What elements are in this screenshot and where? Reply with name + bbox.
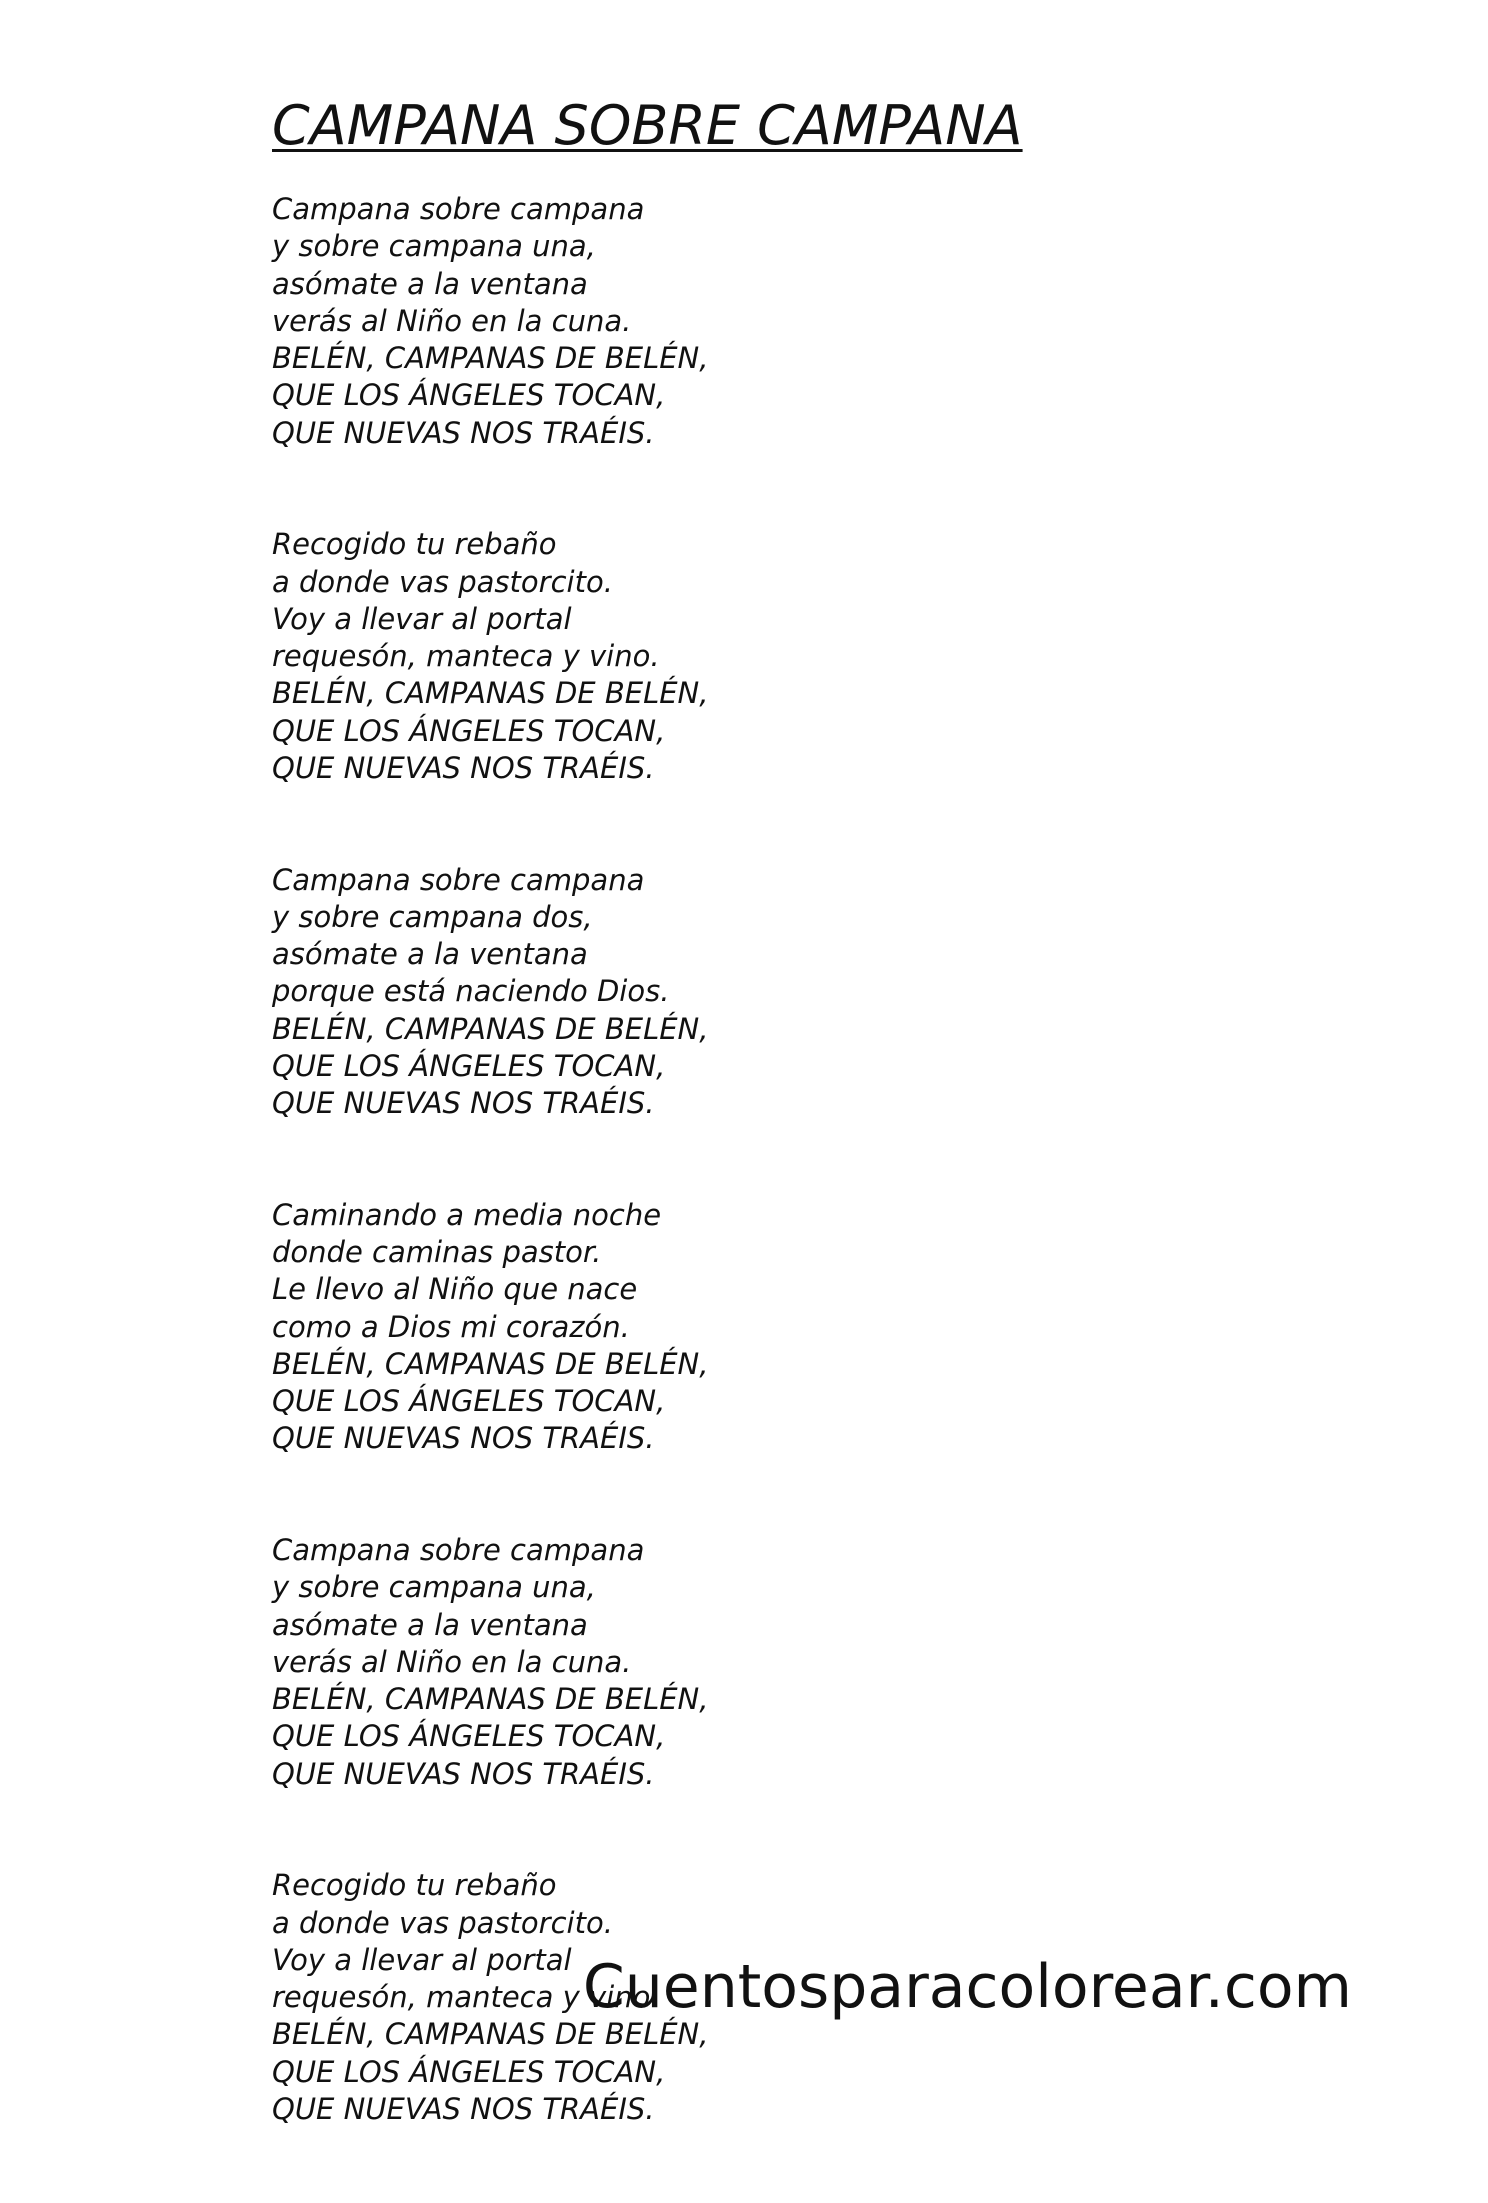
lyric-line: Caminando a media noche <box>272 1197 662 1232</box>
lyric-line: BELÉN, CAMPANAS DE BELÉN, <box>272 1011 709 1046</box>
lyric-line: requesón, manteca y vino. <box>272 639 660 673</box>
lyric-line: BELÉN, CAMPANAS DE BELÉN, <box>272 2017 709 2052</box>
lyric-line: BELÉN, CAMPANAS DE BELÉN, <box>272 1682 709 1716</box>
lyric-line: a donde vas pastorcito. <box>272 564 613 599</box>
stanza-4 <box>272 1197 1172 1458</box>
site-watermark: Cuentosparacolorear.com <box>582 1952 1352 2022</box>
lyric-line: y sobre campana una, <box>272 1570 596 1605</box>
lyric-line: como a Dios mi corazón. <box>272 1309 630 1344</box>
lyric-line: BELÉN, CAMPANAS DE BELÉN, <box>272 676 709 711</box>
lyric-line: verás al Niño en la cuna. <box>272 1644 632 1679</box>
stanza-2 <box>272 526 1172 787</box>
lyric-line: requesón, manteca y vino. <box>272 1980 660 2014</box>
lyric-line: Recogido tu rebaño <box>272 1868 557 1903</box>
lyric-line: QUE LOS ÁNGELES TOCAN, <box>272 378 666 413</box>
lyric-line: QUE NUEVAS NOS TRAÉIS. <box>272 2091 655 2126</box>
lyric-line: QUE LOS ÁNGELES TOCAN, <box>272 713 666 748</box>
lyric-line: y sobre campana dos, <box>272 899 593 934</box>
lyric-line: Campana sobre campana <box>272 1533 645 1567</box>
lyric-line: porque está naciendo Dios. <box>272 974 670 1009</box>
lyric-line: Campana sobre campana <box>272 862 645 897</box>
lyric-line: QUE LOS ÁNGELES TOCAN, <box>272 1719 666 1754</box>
lyric-line: asómate a la ventana <box>272 266 588 301</box>
stanza-3 <box>272 862 1172 1123</box>
lyric-line: QUE NUEVAS NOS TRAÉIS. <box>272 1086 655 1120</box>
lyric-line: QUE NUEVAS NOS TRAÉIS. <box>272 1421 655 1456</box>
lyric-line: QUE NUEVAS NOS TRAÉIS. <box>272 415 655 450</box>
lyric-line: QUE NUEVAS NOS TRAÉIS. <box>272 750 655 785</box>
lyric-line: BELÉN, CAMPANAS DE BELÉN, <box>272 341 709 375</box>
lyric-line: QUE LOS ÁNGELES TOCAN, <box>272 1048 666 1083</box>
lyric-line: Le llevo al Niño que nace <box>272 1272 638 1307</box>
lyric-line: Recogido tu rebaño <box>272 527 557 562</box>
lyric-line: QUE LOS ÁNGELES TOCAN, <box>272 1384 666 1418</box>
lyric-line: QUE LOS ÁNGELES TOCAN, <box>272 2054 666 2089</box>
lyric-line: Campana sobre campana <box>272 192 645 226</box>
stanza-5 <box>272 1532 1172 1793</box>
stanza-1 <box>272 191 1172 452</box>
lyric-line: QUE NUEVAS NOS TRAÉIS. <box>272 1756 655 1791</box>
lyric-line: verás al Niño en la cuna. <box>272 303 632 338</box>
lyric-line: asómate a la ventana <box>272 937 588 971</box>
lyric-line: y sobre campana una, <box>272 229 596 264</box>
song-title: CAMPANA SOBRE CAMPANA <box>272 94 1023 157</box>
lyric-line: donde caminas pastor. <box>272 1235 602 1269</box>
lyric-line: BELÉN, CAMPANAS DE BELÉN, <box>272 1346 709 1381</box>
lyric-line: Voy a llevar al portal <box>272 1942 572 1977</box>
lyric-line: asómate a la ventana <box>272 1607 588 1642</box>
lyrics-body <box>272 191 1172 2203</box>
lyric-line: a donde vas pastorcito. <box>272 1905 613 1940</box>
lyric-line: Voy a llevar al portal <box>272 601 572 636</box>
